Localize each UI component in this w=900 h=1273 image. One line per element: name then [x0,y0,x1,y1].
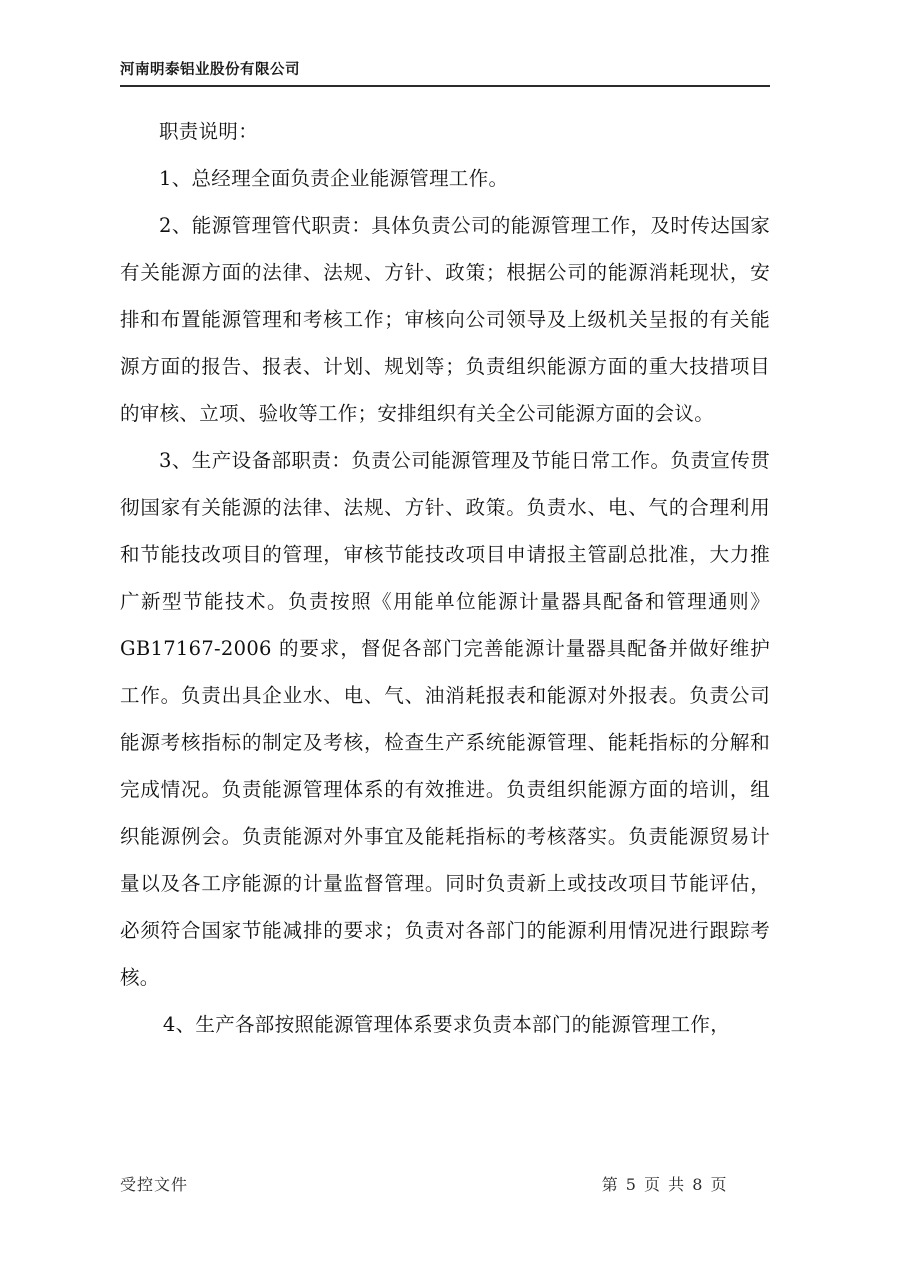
paragraph-intro: 职责说明： [159,120,259,143]
page-number: 第 5 页 共 8 页 [601,1175,728,1194]
page-footer [120,1172,770,1195]
controlled-document-label: 受控文件 [120,1175,189,1194]
paragraph-item-2: 2、能源管理管代职责：具体负责公司的能源管理工作，及时传达国家有关能源方面的法律、法规、方针、政策；根据公司的能源消耗现状，安排和布置能源管理和考核工作；审核向公司领导及上级机关呈报的有关能源方面的报告、报表、计划、规划等；负责组织能源方面的重大技措项目的审核、立项、验收等工作；安排组织有关全公司能源方面的会议。 [120,214,770,425]
paragraph-item-3: 3、生产设备部职责：负责公司能源管理及节能日常工作。负责宣传贯彻国家有关能源的法律、法规、方针、政策。负责水、电、气的合理利用和节能技改项目的管理，审核节能技改项目申请报主管副总批准，大力推广新型节能技术。负责按照《用能单位能源计量器具配备和管理通则》GB17167-2006 的要求，督促各部门完善能源计量器具配备并做好维护工作。负责出具企业水、电、气、油消耗报表和能源对外报表。负责公司能源考核指标的制定及考核，检查生产系统能源管理、能耗指标的分解和完成情况。负责能源管理体系的有效推进。负责组织能源方面的培训，组织能源例会。负责能源对外事宜及能耗指标的考核落实。负责能源贸易计量以及各工序能源的计量监督管理。同时负责新上或技改项目节能评估，必须符合国家节能减排的要求；负责对各部门的能源利用情况进行跟踪考核。 [120,449,770,989]
paragraph-item-1: 1、总经理全面负责企业能源管理工作。 [159,167,509,190]
paragraph-item-4: 4、生产各部按照能源管理体系要求负责本部门的能源管理工作， [162,1013,730,1036]
page-header [120,58,770,87]
company-name: 河南明泰铝业股份有限公司 [120,61,300,78]
header-divider [120,85,770,87]
document-body [120,108,770,1048]
